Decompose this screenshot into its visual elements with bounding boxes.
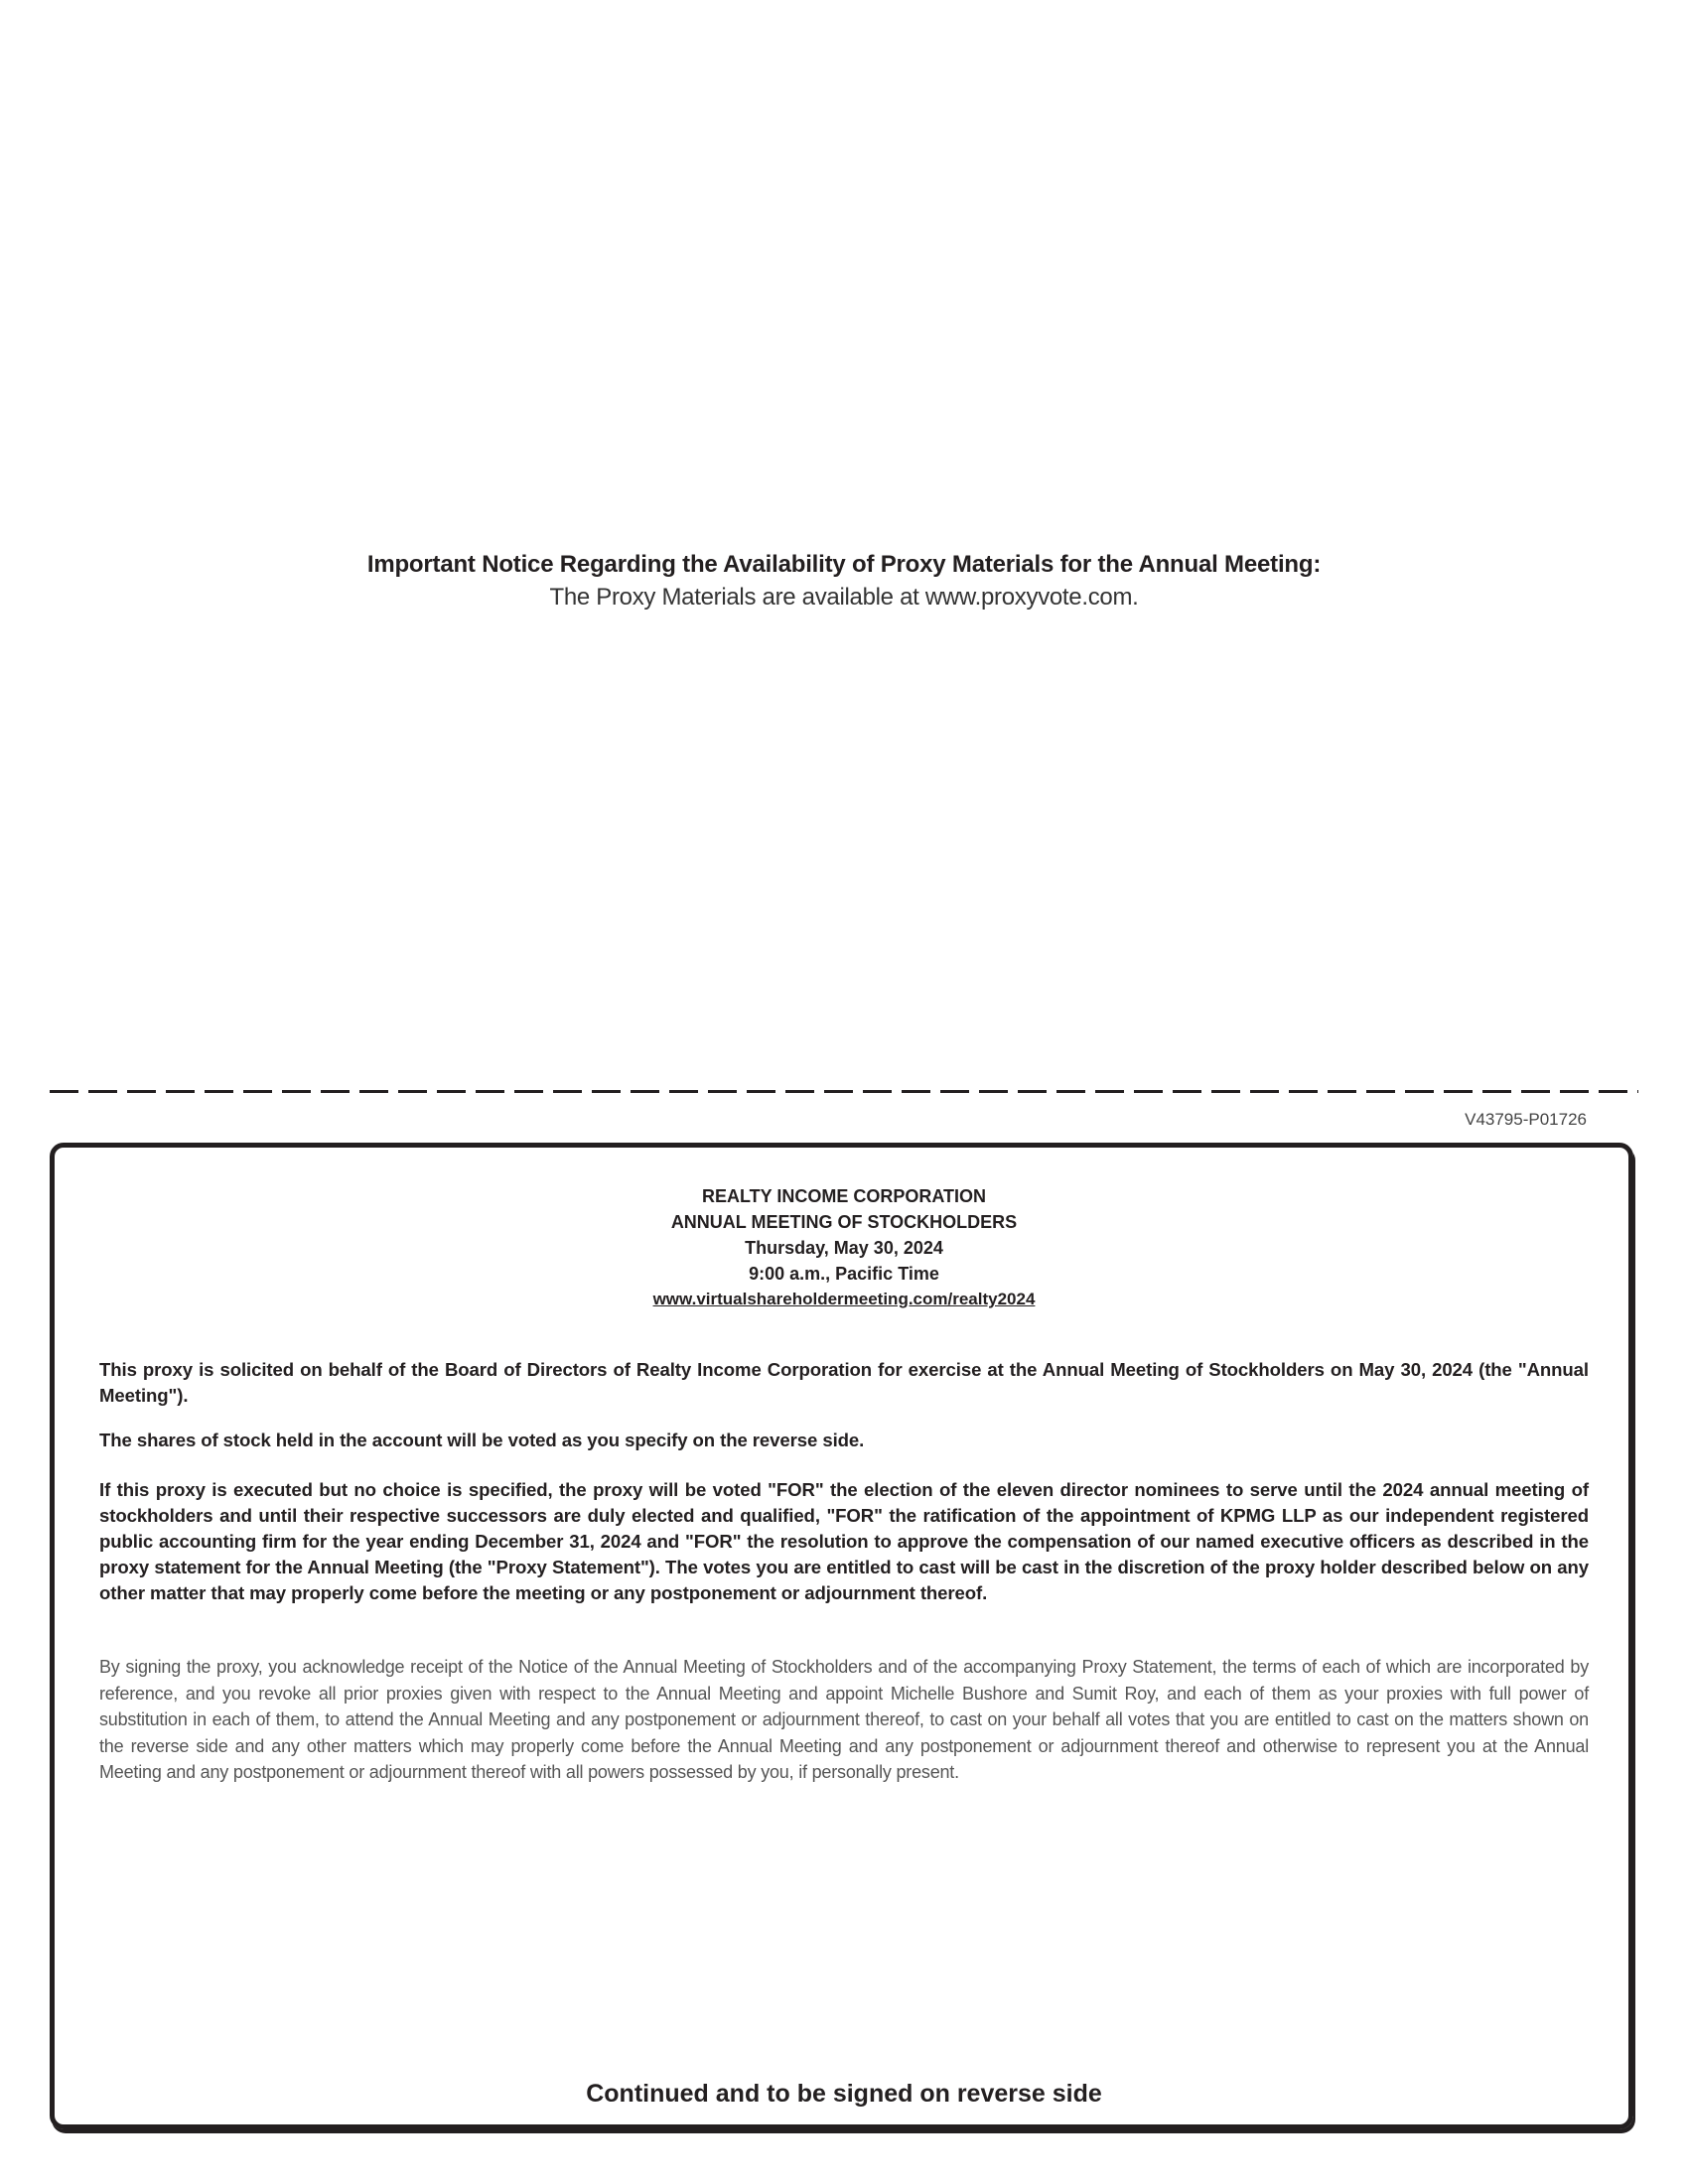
acknowledgement-paragraph: By signing the proxy, you acknowledge receipt of the Notice of the Annual Meeting of Stockholders and of the accompanying Proxy Statement, the terms of each of which are incorporated by reference, and you revoke all prior proxies given with respect to the Annual Meeting and appoint Michelle Bushore and Sumit Roy, and each of them as your proxies with full power of substitution in each of them, to attend the Annual Meeting and any postponement or adjournment thereof, to cast on your behalf all votes that you are entitled to cast on the matters shown on the reverse side and any other matters which may properly come before the Annual Meeting and any postponement or adjournment thereof and otherwise to represent you at the Annual Meeting and any postponement or adjournment thereof with all powers possessed by you, if personally present. [99, 1657, 1589, 1782]
solicitation-paragraph: This proxy is solicited on behalf of the Board of Directors of Realty Income Corporation for exercise at the Annual Meeting of Stockholders on May 30, 2024 (the "Annual Meeting"). [99, 1359, 1589, 1406]
shares-voting-paragraph: The shares of stock held in the account will be voted as you specify on the reverse side. [99, 1430, 865, 1450]
meeting-date: Thursday, May 30, 2024 [745, 1238, 943, 1258]
meeting-time: 9:00 a.m., Pacific Time [749, 1264, 939, 1284]
company-name: REALTY INCOME CORPORATION [701, 1186, 986, 1206]
notice-subtitle: The Proxy Materials are available at www.proxyvote.com. [549, 584, 1139, 611]
version-code: V43795-P01726 [1465, 1110, 1587, 1129]
continued-on-reverse-note: Continued and to be signed on reverse side [586, 2080, 1102, 2108]
meeting-url-link[interactable]: www.virtualshareholdermeeting.com/realty2024 [652, 1290, 1036, 1308]
notice-title: Important Notice Regarding the Availability of Proxy Materials for the Annual Meeting: [366, 551, 1322, 578]
default-vote-paragraph: If this proxy is executed but no choice is specified, the proxy will be voted "FOR" the election of the eleven director nominees to serve until the 2024 annual meeting of stockholders and until their respective successors are duly elected and qualified, "FOR" the ratification of the appointment of KPMG LLP as our independent registered public accounting firm for the year ending December 31, 2024 and "FOR" the resolution to approve the compensation of our named executive officers as described in the proxy statement for the Annual Meeting (the "Proxy Statement"). The votes you are entitled to cast will be cast in the discretion of the proxy holder described below on any other matter that may properly come before the meeting or any postponement or adjournment thereof. [99, 1479, 1589, 1603]
meeting-title: ANNUAL MEETING OF STOCKHOLDERS [670, 1212, 1018, 1232]
detach-dashed-line [50, 1090, 1638, 1093]
